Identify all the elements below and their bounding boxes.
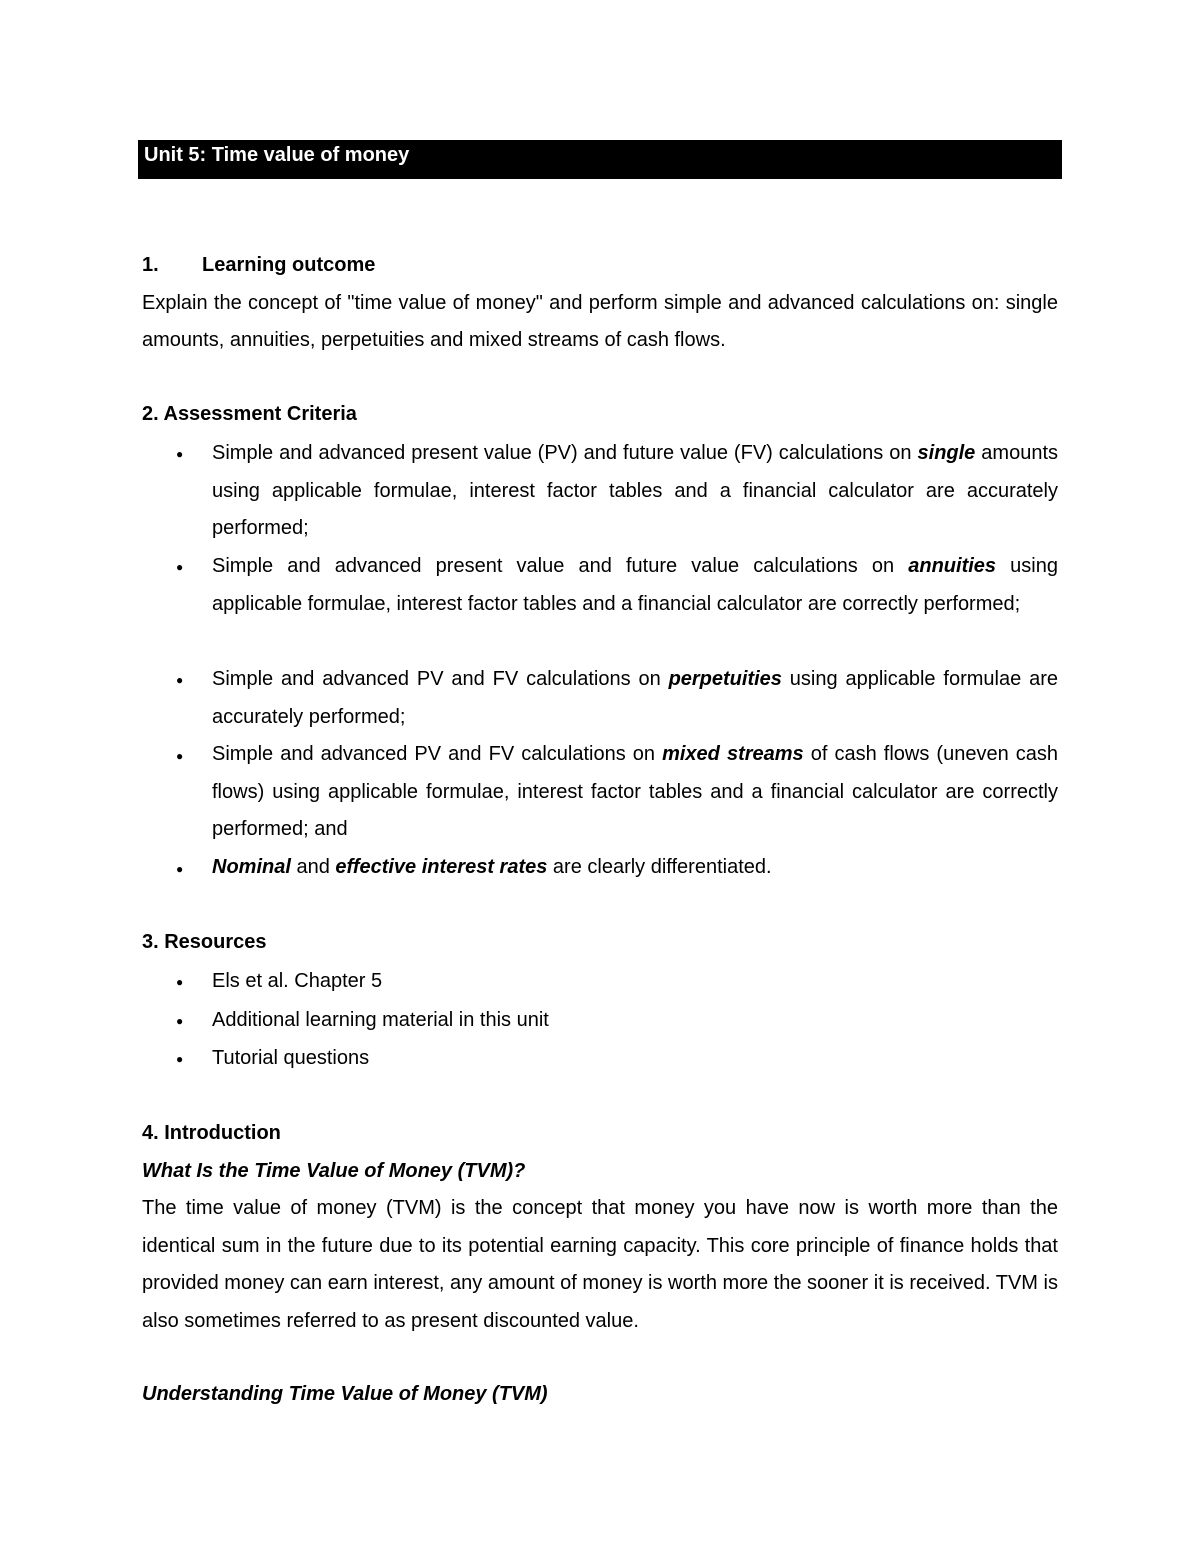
- bullet-icon: ●: [176, 1052, 184, 1066]
- resource-item: Tutorial questions: [212, 1047, 370, 1069]
- bullet-icon: ●: [176, 447, 184, 461]
- bullet-icon: ●: [176, 560, 184, 574]
- criteria-item-single: Simple and advanced present value (PV) and future value (FV) calculations on single amounts using applicable formulae, interest factor tables and a financial calculator are accurately performed;: [212, 442, 1059, 539]
- unit-title: Unit 5: Time value of money: [144, 144, 410, 166]
- criteria-item-mixed-streams: Simple and advanced PV and FV calculations on mixed streams of cash flows (uneven cash flows) using applicable formulae, interest factor tables and a financial calculator are correctly performed; and: [212, 743, 1059, 840]
- resource-item: Additional learning material in this unit: [212, 1009, 549, 1031]
- understanding-tvm-heading: Understanding Time Value of Money (TVM): [142, 1383, 548, 1405]
- criteria-item-interest-rates: Nominal and effective interest rates are clearly differentiated.: [212, 856, 772, 878]
- tvm-question-heading: What Is the Time Value of Money (TVM)?: [142, 1160, 526, 1182]
- section-1-heading: Learning outcome: [202, 254, 376, 276]
- section-3-heading: 3. Resources: [142, 931, 267, 953]
- bullet-icon: ●: [176, 862, 184, 876]
- bullet-icon: ●: [176, 673, 184, 687]
- section-1-body: Explain the concept of "time value of money" and perform simple and advanced calculations on: single amounts, annuities, perpetuities and mixed streams of cash flows.: [142, 292, 1058, 351]
- section-1-number: 1.: [142, 254, 159, 276]
- resource-item: Els et al. Chapter 5: [212, 970, 383, 992]
- criteria-item-perpetuities: Simple and advanced PV and FV calculations on perpetuities using applicable formulae are accurately performed;: [212, 668, 1059, 728]
- section-2-heading: 2. Assessment Criteria: [142, 403, 357, 425]
- bullet-icon: ●: [176, 749, 184, 763]
- section-4-heading: 4. Introduction: [142, 1122, 281, 1144]
- unit-title-bar: [138, 140, 1062, 179]
- criteria-item-annuities: Simple and advanced present value and future value calculations on annuities using applicable formulae, interest factor tables and a financial calculator are correctly performed;: [212, 555, 1058, 615]
- bullet-icon: ●: [176, 1014, 184, 1028]
- bullet-icon: ●: [176, 975, 184, 989]
- tvm-definition-paragraph: The time value of money (TVM) is the concept that money you have now is worth more than the identical sum in the future due to its potential earning capacity. This core principle of finance holds that provided money can earn interest, any amount of money is worth more the sooner it is received. TVM is also sometimes referred to as present discounted value.: [142, 1197, 1058, 1332]
